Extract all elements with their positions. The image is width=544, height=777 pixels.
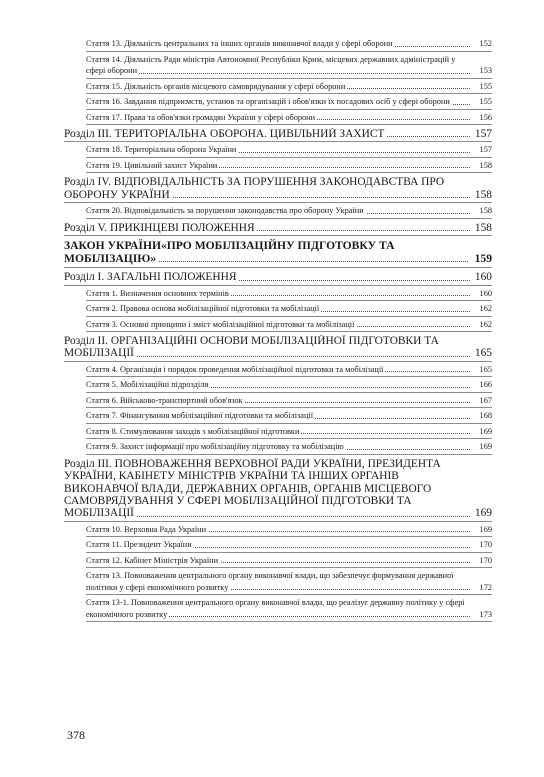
toc-entry-title (86, 54, 470, 77)
toc-entry-title (86, 288, 470, 300)
toc-section (64, 219, 492, 236)
toc-page-number: 155 (479, 81, 492, 91)
toc-entry-title (86, 524, 470, 536)
toc-article (86, 553, 492, 569)
toc-entry-title (86, 160, 470, 172)
toc-entry-title (64, 335, 470, 360)
toc-page-number: 152 (479, 39, 492, 48)
toc-article (86, 408, 492, 424)
toc-entry-title (86, 205, 470, 217)
toc-entry-text: Стаття 5. Мобілізаційні підрозділи (86, 380, 209, 390)
toc-page-number: 173 (479, 609, 492, 619)
toc-page-number: 165 (474, 347, 492, 360)
page-number: 378 (67, 728, 85, 742)
toc-entry-title (86, 441, 470, 453)
toc-page-number: 153 (479, 66, 492, 75)
toc-page-number: 157 (474, 128, 492, 140)
toc-entry-text: Стаття 13-1. Повноваження центрального органу виконавчої влади, що реалізує державну політику у сфері економічного розвитку (86, 598, 465, 619)
toc-entry-title (86, 555, 470, 567)
toc-article (86, 79, 492, 95)
toc-article (86, 142, 492, 158)
toc-entry-title (86, 144, 470, 156)
toc-entry-title (86, 364, 470, 376)
toc-page-number: 160 (474, 271, 492, 284)
toc-page-number: 158 (474, 188, 492, 201)
toc-page-number: 158 (479, 206, 492, 216)
toc-entry-text: Розділ II. ОРГАНІЗАЦІЙНІ ОСНОВИ МОБІЛІЗАЦІЙНОЇ ПІДГОТОВКИ ТА МОБІЛІЗАЦІЇ (64, 335, 439, 360)
toc-entry-title (64, 458, 470, 520)
toc-page-number: 170 (479, 555, 492, 565)
toc-entry-title (64, 176, 470, 201)
toc-entry-text: Стаття 19. Цивільний захист України (86, 160, 218, 170)
toc-entry-text: Розділ I. ЗАГАЛЬНІ ПОЛОЖЕННЯ (64, 271, 237, 284)
toc-article (86, 301, 492, 317)
toc-entry-text: Стаття 3. Основні принципи і зміст мобілізаційної підготовки та мобілізації (86, 319, 355, 329)
toc-entry-text: Стаття 9. Захист інформації про мобілізаційну підготовку та мобілізацію (86, 442, 344, 452)
toc-article (86, 439, 492, 455)
toc-entry-text: Розділ V. ПРИКІНЦЕВІ ПОЛОЖЕННЯ (64, 221, 255, 234)
toc-page-number: 162 (479, 319, 492, 329)
toc-entry-title (64, 271, 470, 283)
toc-entry-text: Стаття 14. Діяльність Ради міністрів Автономної Республіки Крим, місцевих державних адміністрацій у сфері оборони (86, 54, 456, 75)
toc-entry-text: Стаття 12. Кабінет Міністрів України (86, 555, 219, 565)
toc-entry-text: Стаття 13. Повноваження центрального органу виконавчої влади, що забезпечує формування державної політики у сфері економічного розвитку (86, 571, 454, 592)
toc-entry-title (64, 239, 468, 265)
toc-article (86, 595, 492, 622)
toc-entry-title (86, 319, 470, 331)
toc-entry-text: Розділ III. ТЕРИТОРІАЛЬНА ОБОРОНА. ЦИВІЛЬНИЙ ЗАХИСТ (64, 128, 385, 140)
toc-entry-text: Розділ IV. ВІДПОВІДАЛЬНІСТЬ ЗА ПОРУШЕННЯ ЗАКОНОДАВСТВА ПРО ОБОРОНУ УКРАЇНИ (64, 176, 445, 201)
toc-article (86, 110, 492, 126)
toc-entry-title (86, 379, 470, 391)
toc-entry-text: Стаття 1. Визначення основних термінів (86, 288, 229, 298)
toc-entry-title (86, 597, 470, 620)
toc-article (86, 393, 492, 409)
toc-entry-title (86, 395, 470, 407)
table-of-contents (64, 36, 492, 622)
toc-article (86, 537, 492, 553)
toc-entry-text: Стаття 15. Діяльність органів місцевого самоврядування у сфері оборони (86, 81, 346, 91)
toc-entry-text: Стаття 2. Правова основа мобілізаційної підготовки та мобілізації (86, 304, 320, 314)
toc-law-title (64, 236, 492, 268)
toc-entry-title (86, 539, 470, 551)
toc-page-number: 157 (479, 145, 492, 155)
toc-entry-title (86, 112, 470, 124)
toc-article (86, 52, 492, 79)
toc-entry-text: Стаття 4. Організація і порядок проведення мобілізаційної підготовки та мобілізації (86, 364, 384, 374)
toc-article (86, 286, 492, 302)
toc-entry-text: Стаття 18. Територіальна оборона України (86, 145, 237, 155)
toc-entry-title (64, 222, 470, 234)
toc-article (86, 362, 492, 378)
toc-entry-text: Стаття 7. Фінансування мобілізаційної підготовки та мобілізації (86, 411, 314, 421)
toc-page-number: 158 (479, 160, 492, 170)
toc-entry-title (86, 81, 470, 93)
toc-entry-text: Стаття 8. Стимулювання заходів з мобілізаційної підготовки (86, 426, 300, 436)
toc-page-number: 156 (479, 112, 492, 122)
toc-entry-title (86, 96, 470, 108)
toc-page-number: 159 (474, 252, 492, 266)
toc-article (86, 317, 492, 333)
toc-section (64, 125, 492, 142)
toc-page-number: 169 (479, 442, 492, 452)
toc-article (86, 36, 492, 52)
toc-entry-text: Стаття 20. Відповідальність за порушення законодавства про оборону України (86, 206, 364, 216)
toc-section (64, 332, 492, 362)
toc-entry-text: Стаття 17. Права та обов'язки громадян України у сфері оборони (86, 112, 316, 122)
toc-entry-text: Стаття 11. Президент України (86, 540, 192, 550)
toc-section (64, 268, 492, 285)
toc-entry-text: Стаття 10. Верховна Рада України (86, 524, 207, 534)
toc-page-number: 167 (479, 395, 492, 405)
toc-section (64, 455, 492, 522)
toc-article (86, 568, 492, 595)
toc-page-number: 172 (479, 582, 492, 592)
toc-article (86, 158, 492, 174)
toc-page-number: 169 (479, 426, 492, 436)
toc-entry-text: Стаття 6. Військово-транспортний обов'язок (86, 395, 243, 405)
toc-entry-title (86, 38, 470, 50)
toc-entry-title (86, 410, 470, 422)
toc-entry-text: ЗАКОН УКРАЇНИ«ПРО МОБІЛІЗАЦІЙНУ ПІДГОТОВКУ ТА МОБІЛІЗАЦІЮ» (64, 239, 395, 266)
toc-page-number: 169 (479, 524, 492, 534)
toc-page-number: 160 (479, 288, 492, 298)
toc-article (86, 203, 492, 219)
toc-entry-title (86, 570, 470, 593)
toc-page-number: 168 (479, 411, 492, 421)
toc-page-number: 169 (474, 507, 492, 520)
toc-section (64, 173, 492, 203)
toc-entry-text: Стаття 13. Діяльність центральних та інших органів виконавчої влади у сфері оборони (86, 39, 393, 48)
toc-page-number: 166 (479, 380, 492, 390)
toc-article (86, 377, 492, 393)
toc-entry-text: Розділ III. ПОВНОВАЖЕННЯ ВЕРХОВНОЇ РАДИ УКРАЇНИ, ПРЕЗИДЕНТА УКРАЇНИ, КАБІНЕТУ МІНІСТРІВ УКРАЇНИ ТА ІНШИХ ОРГАНІВ ВИКОНАВЧОЇ ВЛАДИ, ДЕРЖАВНИХ ОРГАНІВ, ОРГАНІВ МІСЦЕВОГО САМОВРЯДУВАННЯ У СФЕРІ МОБІЛІЗАЦІЙНОЇ ПІДГОТОВКИ ТА МОБІЛІЗАЦІЇ (64, 457, 441, 520)
toc-article (86, 94, 492, 110)
toc-page-number: 158 (474, 221, 492, 234)
toc-article (86, 424, 492, 440)
toc-entry-title (64, 128, 470, 140)
toc-entry-text: Стаття 16. Завдання підприємств, установ та організацій і обов'язки їх посадових осіб у сфері оборони (86, 97, 450, 106)
toc-page-number: 170 (479, 540, 492, 550)
toc-page-number: 155 (479, 97, 492, 106)
toc-page-number: 162 (479, 304, 492, 314)
toc-entry-title (86, 303, 470, 315)
toc-page-number: 165 (479, 364, 492, 374)
toc-article (86, 522, 492, 538)
toc-entry-title (86, 426, 470, 438)
